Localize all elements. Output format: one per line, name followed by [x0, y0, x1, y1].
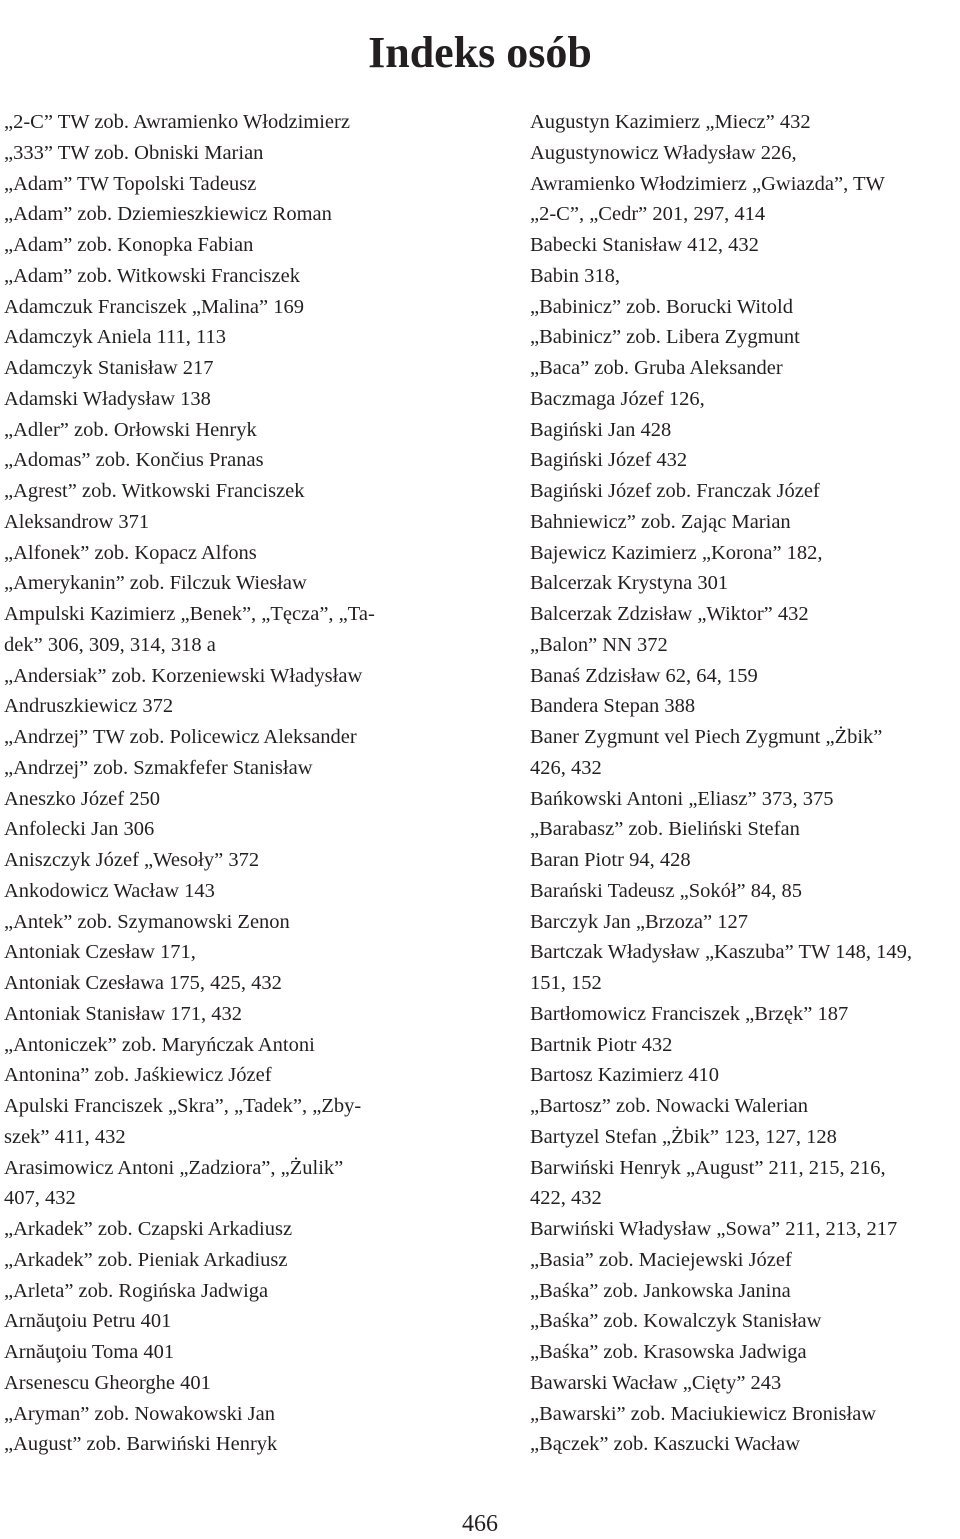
index-entry: Barański Tadeusz „Sokół” 84, 85	[530, 879, 803, 902]
index-entry: „Agrest” zob. Witkowski Franciszek	[4, 480, 305, 502]
index-entry: „Andrzej” TW zob. Policewicz Aleksander	[4, 726, 357, 748]
index-entry: „Alfonek” zob. Kopacz Alfons	[4, 541, 257, 564]
index-entry: Adamski Władysław 138	[4, 387, 211, 410]
index-entry: Antonina” zob. Jaśkiewicz Józef	[4, 1064, 272, 1087]
index-entry: „Amerykanin” zob. Filczuk Wiesław	[4, 572, 307, 595]
index-entry: „Antoniczek” zob. Maryńczak Antoni	[4, 1033, 315, 1056]
index-entry: Bartosz Kazimierz 410	[530, 1064, 719, 1087]
index-entry: Apulski Franciszek „Skra”, „Tadek”, „Zby-	[4, 1095, 362, 1117]
index-entry: „Adler” zob. Orłowski Henryk	[4, 418, 257, 441]
index-entry: 426, 432	[530, 756, 602, 779]
index-entry: Ankodowicz Wacław 143	[4, 879, 215, 902]
index-entry: Bartyzel Stefan „Żbik” 123, 127, 128	[530, 1125, 837, 1148]
index-entry: Bandera Stepan 388	[530, 695, 696, 718]
index-entry: Ampulski Kazimierz „Benek”, „Tęcza”, „Ta-	[4, 603, 375, 625]
index-entry: „Babinicz” zob. Libera Zygmunt	[530, 326, 800, 349]
index-entry: Andruszkiewicz 372	[4, 695, 174, 718]
index-entry: Bagiński Józef zob. Franczak Józef	[530, 480, 820, 502]
index-entry: „Adomas” zob. Končius Pranas	[4, 449, 264, 472]
index-entry: „Andersiak” zob. Korzeniewski Władysław	[4, 664, 363, 687]
index-entry: Baran Piotr 94, 428	[530, 849, 691, 871]
index-entry: Aniszczyk Józef „Wesoły” 372	[4, 849, 260, 871]
index-entry: „Baśka” zob. Jankowska Janina	[530, 1279, 791, 1302]
index-entry: Balcerzak Krystyna 301	[530, 572, 729, 595]
index-entry: Antoniak Stanisław 171, 432	[4, 1002, 243, 1025]
index-entry: Antoniak Czesława 175, 425, 432	[4, 972, 282, 994]
index-entry: Aleksandrow 371	[4, 510, 150, 533]
index-entry: „Balon” NN 372	[530, 633, 668, 656]
index-entry: Baner Zygmunt vel Piech Zygmunt „Żbik”	[530, 726, 883, 748]
index-entry: „Basia” zob. Maciejewski Józef	[530, 1248, 792, 1271]
index-entry: Arsenescu Gheorghe 401	[4, 1371, 211, 1394]
index-entry: „Andrzej” zob. Szmakfefer Stanisław	[4, 756, 313, 779]
index-entry: Babin 318,	[530, 264, 620, 287]
index-entry: Bawarski Wacław „Cięty” 243	[530, 1371, 782, 1394]
index-entry: Bajewicz Kazimierz „Korona” 182,	[530, 541, 823, 564]
index-entry: Adamczyk Aniela 111, 113	[4, 326, 227, 349]
index-column-left	[4, 107, 444, 1460]
index-entry: Baczmaga Józef 126,	[530, 387, 705, 410]
index-entry: Antoniak Czesław 171,	[4, 941, 196, 964]
index-entry: Bagiński Jan 428	[530, 418, 672, 441]
index-entry: 407, 432	[4, 1187, 76, 1210]
index-entry: Balcerzak Zdzisław „Wiktor” 432	[530, 603, 809, 625]
index-entry: 151, 152	[530, 972, 602, 994]
index-entry: „333” TW zob. Obniski Marian	[4, 141, 264, 164]
index-entry: Arnăuţoiu Petru 401	[4, 1310, 172, 1333]
index-entry: „Adam” zob. Dziemieszkiewicz Roman	[4, 203, 332, 226]
index-entry: Awramienko Włodzimierz „Gwiazda”, TW	[530, 172, 885, 195]
index-entry: „Antek” zob. Szymanowski Zenon	[4, 910, 290, 933]
index-column-right	[530, 107, 960, 1460]
index-entry: „Bawarski” zob. Maciukiewicz Bronisław	[530, 1402, 877, 1425]
index-entry: Augustynowicz Władysław 226,	[530, 141, 797, 164]
index-entry: „Bączek” zob. Kaszucki Wacław	[530, 1433, 801, 1456]
index-entry: Adamczuk Franciszek „Malina” 169	[4, 295, 304, 318]
index-entry: Adamczyk Stanisław 217	[4, 357, 214, 379]
index-entry: Barwiński Henryk „August” 211, 215, 216,	[530, 1156, 886, 1179]
index-entry: Bahniewicz” zob. Zając Marian	[530, 510, 791, 533]
index-entry: Babecki Stanisław 412, 432	[530, 234, 759, 256]
index-entry: Bańkowski Antoni „Eliasz” 373, 375	[530, 787, 834, 810]
index-entry: „Baca” zob. Gruba Aleksander	[530, 357, 783, 379]
index-entry: Bartczak Władysław „Kaszuba” TW 148, 149,	[530, 941, 912, 964]
index-entry: „2-C”, „Cedr” 201, 297, 414	[530, 203, 766, 226]
index-entry: Bagiński Józef 432	[530, 449, 688, 472]
index-entry: Augustyn Kazimierz „Miecz” 432	[530, 111, 811, 133]
index-entry: „Aryman” zob. Nowakowski Jan	[4, 1402, 275, 1425]
page-number: 466	[462, 1511, 498, 1537]
index-entry: Arasimowicz Antoni „Zadziora”, „Żulik”	[4, 1156, 344, 1179]
index-entry: „2-C” TW zob. Awramienko Włodzimierz	[4, 111, 350, 133]
index-entry: Barwiński Władysław „Sowa” 211, 213, 217	[530, 1218, 898, 1240]
index-entry: „Adam” TW Topolski Tadeusz	[4, 172, 257, 195]
index-entry: Bartnik Piotr 432	[530, 1033, 673, 1056]
index-entry: Banaś Zdzisław 62, 64, 159	[530, 664, 758, 687]
index-entry: „Arkadek” zob. Pieniak Arkadiusz	[4, 1248, 288, 1271]
index-entry: 422, 432	[530, 1187, 602, 1210]
index-entry: „Barabasz” zob. Bieliński Stefan	[530, 818, 800, 841]
index-entry: „August” zob. Barwiński Henryk	[4, 1433, 278, 1456]
index-entry: „Bartosz” zob. Nowacki Walerian	[530, 1095, 809, 1117]
index-entry: „Arleta” zob. Rogińska Jadwiga	[4, 1279, 269, 1302]
index-entry: Bartłomowicz Franciszek „Brzęk” 187	[530, 1002, 849, 1025]
index-entry: Aneszko Józef 250	[4, 787, 160, 810]
page-title: Indeks osób	[368, 28, 592, 78]
index-entry: dek” 306, 309, 314, 318 a	[4, 633, 216, 656]
index-entry: Anfolecki Jan 306	[4, 818, 155, 841]
index-entry: szek” 411, 432	[4, 1125, 126, 1148]
index-entry: „Babinicz” zob. Borucki Witold	[530, 295, 793, 318]
index-entry: „Baśka” zob. Kowalczyk Stanisław	[530, 1310, 822, 1333]
index-entry: Arnăuţoiu Toma 401	[4, 1341, 175, 1363]
index-entry: „Adam” zob. Konopka Fabian	[4, 234, 254, 256]
index-entry: „Baśka” zob. Krasowska Jadwiga	[530, 1341, 807, 1363]
index-entry: „Adam” zob. Witkowski Franciszek	[4, 264, 300, 287]
index-entry: „Arkadek” zob. Czapski Arkadiusz	[4, 1218, 293, 1240]
index-entry: Barczyk Jan „Brzoza” 127	[530, 910, 748, 933]
